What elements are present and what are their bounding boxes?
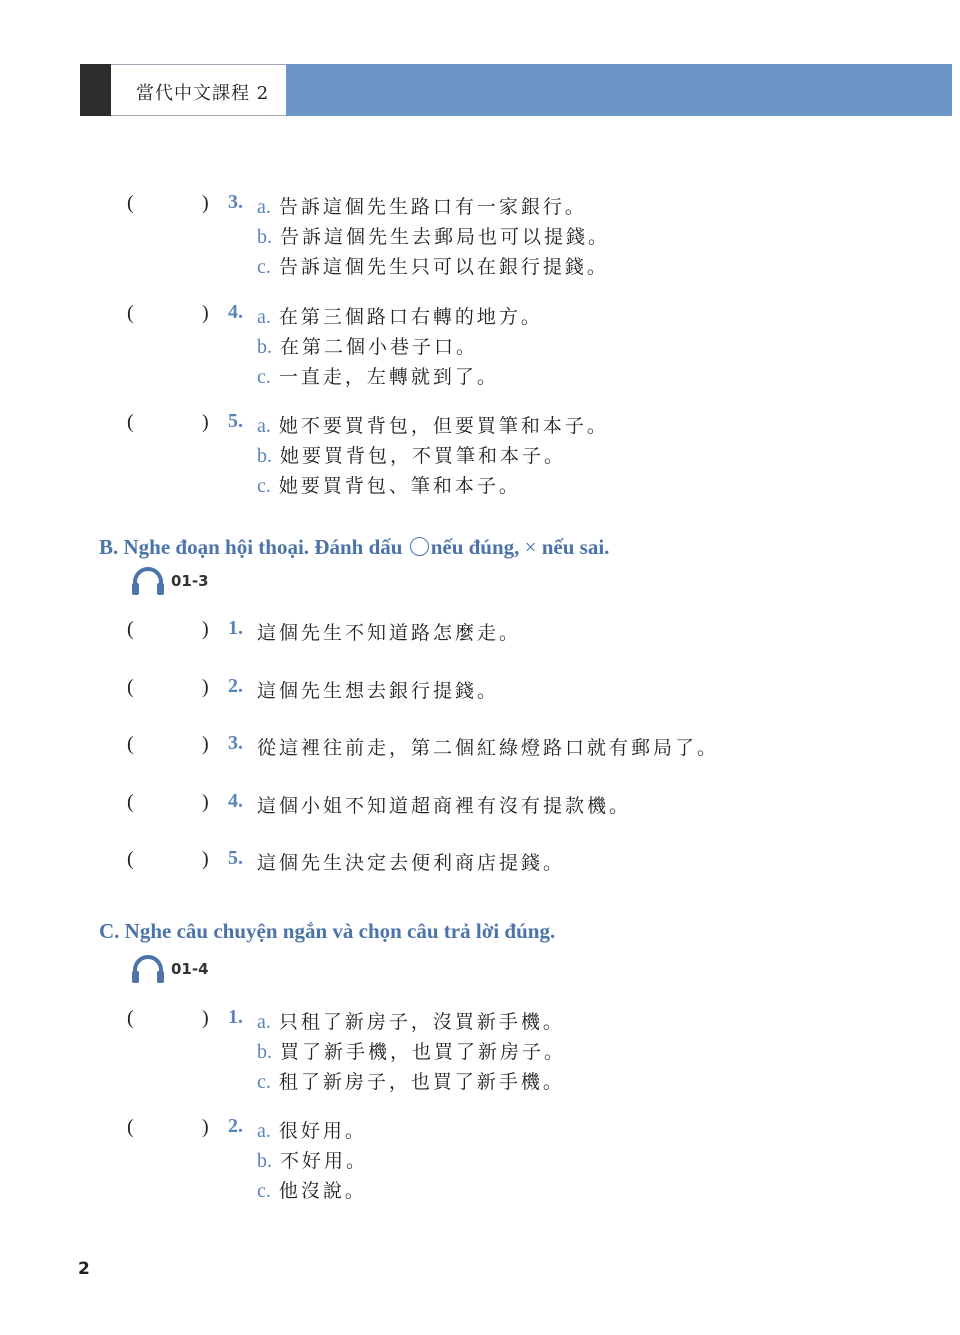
- option-c: [257, 471, 521, 498]
- question-number: 1.: [228, 1006, 243, 1028]
- option-b: [257, 1146, 368, 1173]
- option-letter: c.: [257, 1071, 271, 1093]
- option-b: [257, 222, 610, 249]
- audio-code: 01-4: [171, 960, 209, 978]
- section-c-title: C. Nghe câu chuyện ngắn và chọn câu trả lời đúng.: [99, 919, 556, 943]
- option-letter: a.: [257, 196, 271, 218]
- option-text: 在第二個小巷子口。: [280, 336, 479, 358]
- question-number: 3.: [228, 191, 243, 213]
- answer-paren-open: (: [127, 1116, 134, 1138]
- option-text: 買了新手機，也買了新房子。: [280, 1041, 567, 1063]
- option-c: [257, 252, 609, 279]
- question-number: 3.: [228, 732, 243, 754]
- option-text: 不好用。: [280, 1150, 369, 1172]
- statement-text: 這個先生想去銀行提錢。: [257, 680, 500, 702]
- option-a: [257, 302, 543, 329]
- answer-paren-open: (: [127, 1007, 134, 1029]
- option-letter: c.: [257, 1180, 271, 1202]
- option-c: [257, 362, 499, 389]
- answer-paren-open: (: [127, 791, 134, 813]
- option-text: 她要買背包，不買筆和本子。: [280, 445, 567, 467]
- audio-code: 01-3: [171, 572, 209, 590]
- option-letter: c.: [257, 475, 271, 497]
- answer-paren-open: (: [127, 733, 134, 755]
- answer-paren-open: (: [127, 676, 134, 698]
- answer-paren-open: (: [127, 618, 134, 640]
- answer-paren-close: ): [202, 791, 209, 813]
- statement-text: 這個先生不知道路怎麼走。: [257, 622, 522, 644]
- option-text: 在第三個路口右轉的地方。: [278, 306, 543, 328]
- option-letter: b.: [257, 226, 272, 248]
- option-b: [257, 332, 478, 359]
- option-text: 租了新房子，也買了新手機。: [278, 1071, 565, 1093]
- audio-track-b: [131, 565, 209, 597]
- answer-paren-close: ): [202, 618, 209, 640]
- option-b: [257, 1037, 566, 1064]
- page-number: 2: [78, 1259, 90, 1279]
- headphones-icon: [131, 954, 165, 984]
- option-b: [257, 441, 566, 468]
- question-number: 2.: [228, 675, 243, 697]
- headphones-icon: [131, 566, 165, 596]
- option-text: 一直走，左轉就到了。: [278, 366, 499, 388]
- option-letter: b.: [257, 1041, 272, 1063]
- circle-icon: [410, 537, 429, 556]
- times-icon: ×: [524, 535, 537, 559]
- answer-paren-close: ): [202, 192, 209, 214]
- option-a: [257, 1007, 565, 1034]
- option-text: 告訴這個先生只可以在銀行提錢。: [278, 256, 609, 278]
- answer-paren-close: ): [202, 733, 209, 755]
- option-text: 很好用。: [278, 1120, 367, 1142]
- answer-paren-close: ): [202, 676, 209, 698]
- option-a: [257, 192, 587, 219]
- option-text: 只租了新房子，沒買新手機。: [278, 1011, 565, 1033]
- statement-text: 這個小姐不知道超商裡有沒有提款機。: [257, 795, 632, 817]
- answer-paren-open: (: [127, 848, 134, 870]
- section-b-title-start: B. Nghe đoạn hội thoại. Đánh dấu: [99, 535, 403, 559]
- option-letter: a.: [257, 415, 271, 437]
- answer-paren-close: ): [202, 411, 209, 433]
- option-letter: c.: [257, 256, 271, 278]
- option-letter: b.: [257, 1150, 272, 1172]
- option-letter: a.: [257, 1011, 271, 1033]
- answer-paren-open: (: [127, 192, 134, 214]
- audio-track-c: [131, 953, 209, 985]
- answer-paren-close: ): [202, 302, 209, 324]
- question-number: 5.: [228, 847, 243, 869]
- question-number: 5.: [228, 410, 243, 432]
- book-title: 當代中文課程 2: [136, 83, 270, 104]
- option-a: [257, 1116, 367, 1143]
- option-letter: a.: [257, 306, 271, 328]
- option-text: 他沒說。: [278, 1180, 367, 1202]
- section-b-title-end: nếu sai.: [541, 535, 610, 559]
- section-b-title-mid: nếu đúng,: [430, 535, 520, 559]
- answer-paren-close: ): [202, 848, 209, 870]
- statement-text: 從這裡往前走，第二個紅綠燈路口就有郵局了。: [257, 737, 720, 759]
- question-number: 1.: [228, 617, 243, 639]
- answer-paren-open: (: [127, 411, 134, 433]
- option-text: 她要買背包、筆和本子。: [278, 475, 521, 497]
- option-letter: a.: [257, 1120, 271, 1142]
- option-letter: b.: [257, 336, 272, 358]
- option-text: 告訴這個先生去郵局也可以提錢。: [280, 226, 611, 248]
- option-letter: c.: [257, 366, 271, 388]
- answer-paren-close: ): [202, 1007, 209, 1029]
- section-b-title: [99, 535, 609, 560]
- option-text: 她不要買背包，但要買筆和本子。: [278, 415, 609, 437]
- question-number: 4.: [228, 301, 243, 323]
- option-letter: b.: [257, 445, 272, 467]
- option-c: [257, 1067, 565, 1094]
- question-number: 2.: [228, 1115, 243, 1137]
- option-c: [257, 1176, 367, 1203]
- answer-paren-open: (: [127, 302, 134, 324]
- question-number: 4.: [228, 790, 243, 812]
- option-text: 告訴這個先生路口有一家銀行。: [278, 196, 587, 218]
- option-a: [257, 411, 609, 438]
- answer-paren-close: ): [202, 1116, 209, 1138]
- header-dark-block: [80, 64, 111, 116]
- statement-text: 這個先生決定去便利商店提錢。: [257, 852, 566, 874]
